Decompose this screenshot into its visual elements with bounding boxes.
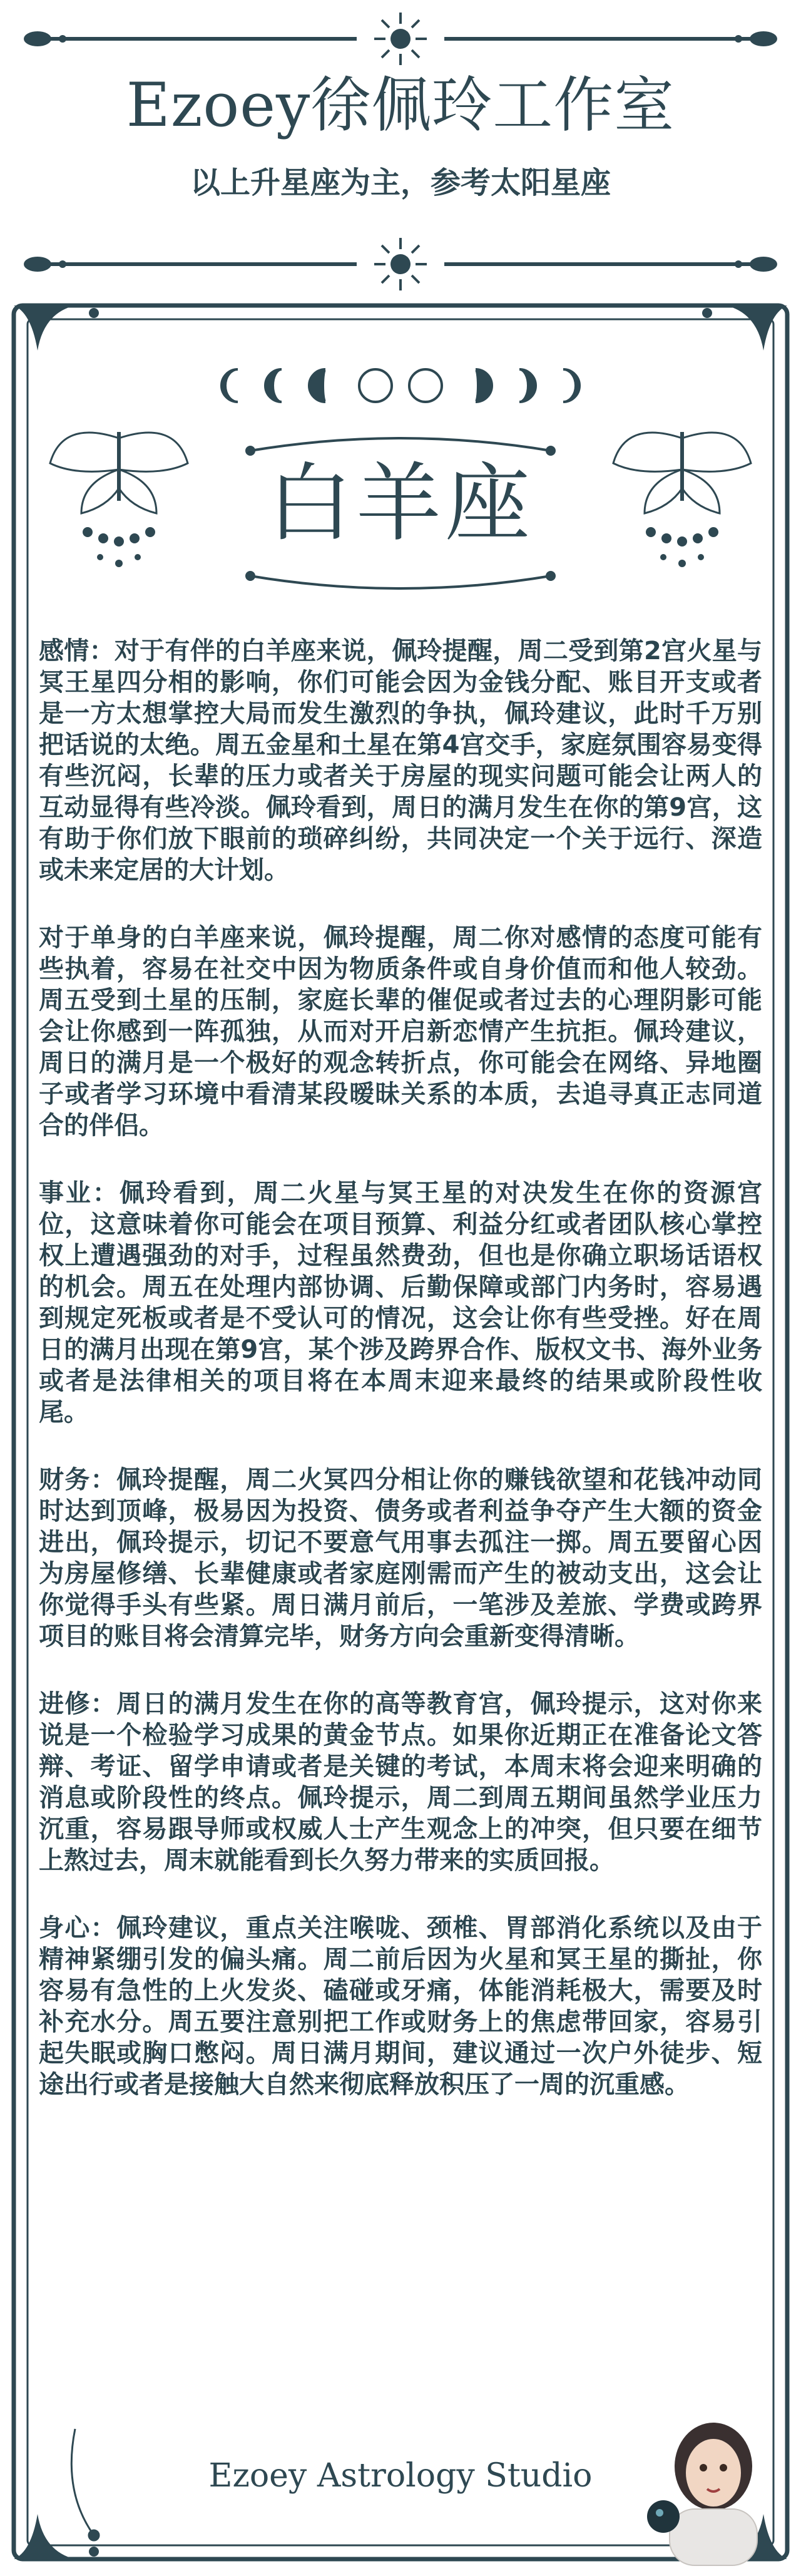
paragraph-study: 进修：周日的满月发生在你的高等教育宫，佩玲提示，这对你来说是一个检验学习成果的黄金节点。如果你近期正在准备论文答辩、考证、留学申请或者是关键的考试，本周末将会迎来明确的消息或阶段性的终点。佩玲提示，周二到周五期间虽然学业压力沉重，容易跟导师或权威人士产生观念上的冲突，但只要在细节上熬过去，周末就能看到长久努力带来的实质回报。 [39, 1690, 762, 1875]
footer-studio-name: Ezoey Astrology Studio [208, 2457, 593, 2495]
studio-title: Ezoey徐佩玲工作室 [126, 70, 675, 140]
paragraph-love-partnered: 感情：对于有伴的白羊座来说，佩玲提醒，周二受到第2宫火星与冥王星四分相的影响，你们可能会因为金钱分配、账目开支或者是一方太想掌控大局而发生激烈的争执，佩玲建议，此时千万别把话说的太绝。周五金星和土星在第4宫交手，家庭氛围容易变得有些沉闷，长辈的压力或者关于房屋的现实问题可能会让两人的互动显得有些冷淡。佩玲看到，周日的满月发生在你的第9宫，这有助于你们放下眼前的琐碎纠纷，共同决定一个关于远行、深造或未来定居的大计划。 [39, 637, 762, 885]
zodiac-sign-title: 白羊座 [267, 454, 534, 553]
paragraph-health: 身心：佩玲建议，重点关注喉咙、颈椎、胃部消化系统以及由于精神紧绷引发的偏头痛。周二前后因为火星和冥王星的撕扯，你容易有急性的上火发炎、磕碰或牙痛，体能消耗极大，需要及时补充水分。周五要注意别把工作或财务上的焦虑带回家，容易引起失眠或胸口憋闷。周日满月期间，建议通过一次户外徒步、短途出行或者是接触大自然来彻底释放积压了一周的沉重感。 [39, 1914, 762, 2099]
sun-icon-middle [374, 238, 427, 290]
crystal-ball-icon [647, 2500, 680, 2533]
sun-icon-top [374, 13, 427, 65]
paragraph-career: 事业：佩玲看到，周二火星与冥王星的对决发生在你的资源宫位，这意味着你可能会在项目预算、利益分红或者团队核心掌控权上遭遇强劲的对手，过程虽然费劲，但也是你确立职场话语权的机会。周五在处理内部协调、后勤保障或部门内务时，容易遇到规定死板或者是不受认可的情况，这会让你有些受挫。好在周日的满月出现在第9宫，某个涉及跨界合作、版权文书、海外业务或者是法律相关的项目将在本周末迎来最终的结果或阶段性收尾。 [39, 1179, 762, 1427]
paragraph-love-single: 对于单身的白羊座来说，佩玲提醒，周二你对感情的态度可能有些执着，容易在社交中因为物质条件或自身价值而和他人较劲。周五受到土星的压制，家庭长辈的催促或者过去的心理阴影可能会让你感到一阵孤独，从而对开启新恋情产生抗拒。佩玲建议，周日的满月是一个极好的观念转折点，你可能会在网络、异地圈子或者学习环境中看清某段暧昧关系的本质，去追寻真正志同道合的伴侣。 [39, 923, 762, 1140]
moon-phases-icon [222, 369, 579, 402]
paragraph-finance: 财务：佩玲提醒，周二火冥四分相让你的赚钱欲望和花钱冲动同时达到顶峰，极易因为投资、债务或者利益争夺产生大额的资金进出，佩玲提示，切记不要意气用事去孤注一掷。周五要留心因为房屋修缮、长辈健康或者家庭刚需而产生的被动支出，这会让你觉得手头有些紧。周日满月前后，一笔涉及差旅、学费或跨界项目的账目将会清算完毕，财务方向会重新变得清晰。 [39, 1465, 762, 1651]
page-subtitle: 以上升星座为主，参考太阳星座 [190, 165, 611, 200]
horoscope-content [39, 635, 762, 2137]
